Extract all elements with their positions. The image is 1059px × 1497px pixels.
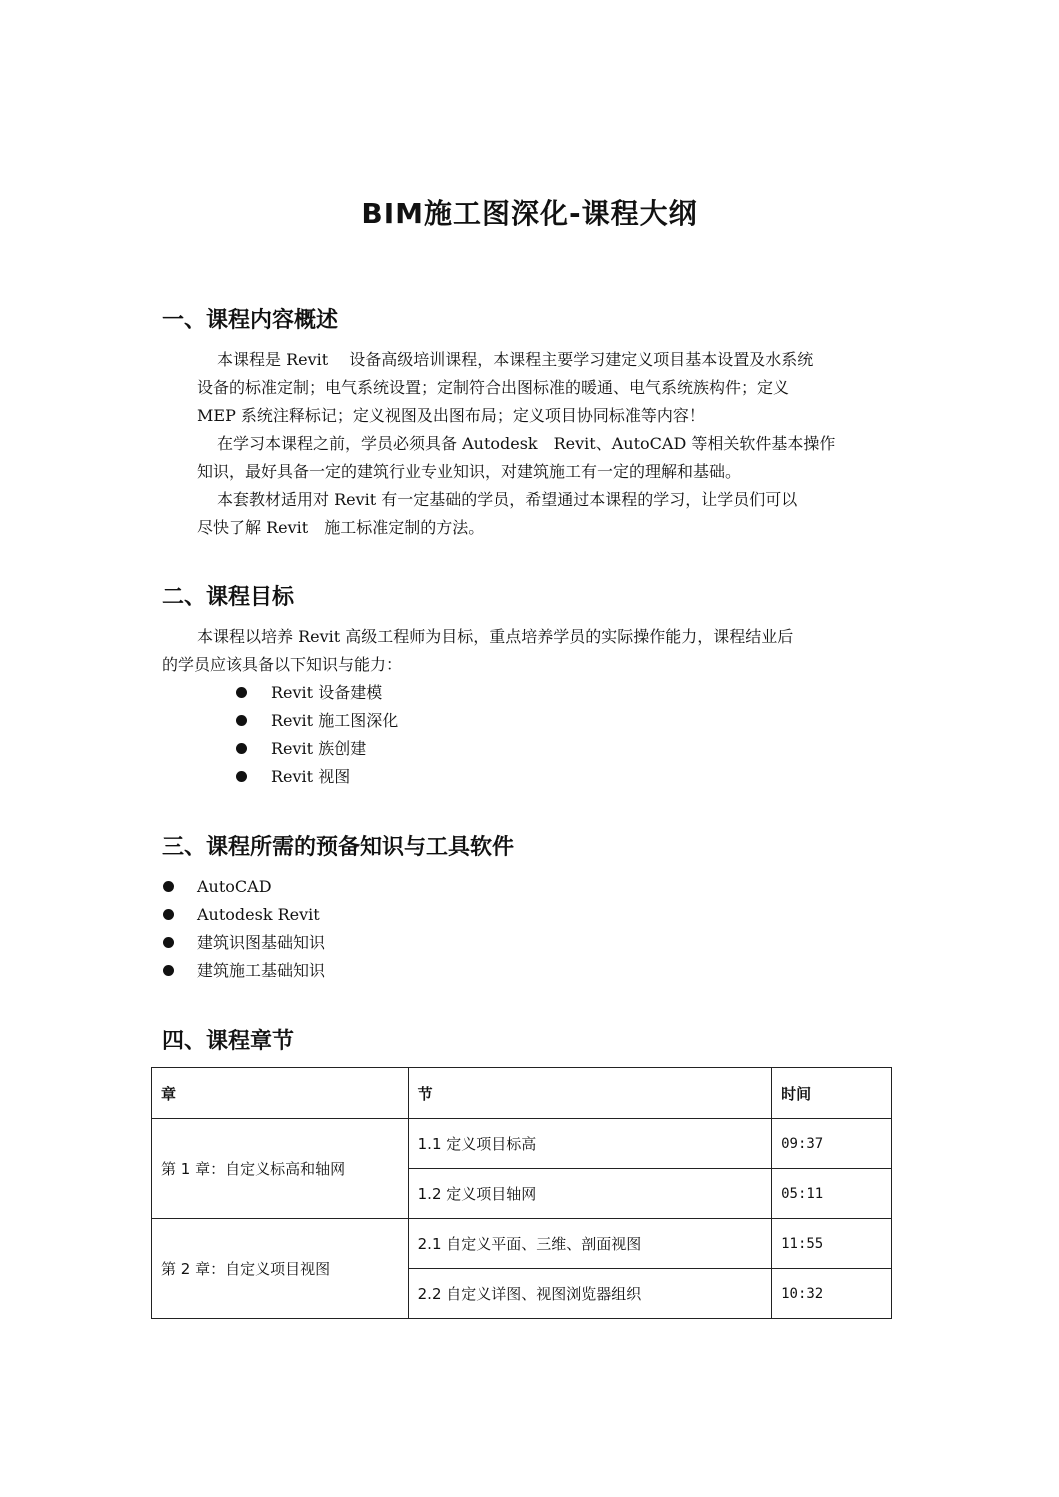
section-heading-chapters: 四、课程章节	[162, 1029, 295, 1054]
chapters-table	[151, 1067, 892, 1319]
chapter-cell: 第 1 章：自定义标高和轴网	[152, 1119, 409, 1219]
time-cell: 11:55	[772, 1219, 892, 1269]
bullet-icon	[236, 715, 247, 726]
table-row	[152, 1119, 892, 1169]
goals-line: 的学员应该具备以下知识与能力：	[162, 655, 403, 674]
list-item: 建筑施工基础知识	[163, 957, 325, 985]
overview-line: 在学习本课程之前，学员必须具备 Autodesk Revit、AutoCAD 等相关软件基本操作	[217, 434, 836, 453]
section-heading-overview: 一、课程内容概述	[162, 308, 339, 333]
column-header-time: 时间	[772, 1068, 892, 1119]
overview-line: 本套教材适用对 Revit 有一定基础的学员，希望通过本课程的学习，让学员们可以	[217, 490, 798, 509]
time-cell: 05:11	[772, 1169, 892, 1219]
column-header-chapter: 章	[152, 1068, 409, 1119]
overview-line: 知识，最好具备一定的建筑行业专业知识，对建筑施工有一定的理解和基础。	[197, 462, 742, 481]
section-heading-goals: 二、课程目标	[162, 585, 295, 610]
list-item: AutoCAD	[163, 873, 325, 901]
bullet-icon	[163, 909, 174, 920]
table-row	[152, 1219, 892, 1269]
section-cell: 1.2 定义项目轴网	[408, 1169, 771, 1219]
chapter-cell: 第 2 章：自定义项目视图	[152, 1219, 409, 1319]
time-cell: 10:32	[772, 1269, 892, 1319]
document-title: BIM施工图深化-课程大纲	[361, 197, 698, 230]
overview-line: MEP 系统注释标记；定义视图及出图布局；定义项目协同标准等内容！	[197, 406, 705, 425]
table-header-row	[152, 1068, 892, 1119]
list-item: Revit 施工图深化	[236, 707, 398, 735]
list-item: 建筑识图基础知识	[163, 929, 325, 957]
bullet-icon	[163, 937, 174, 948]
overview-line: 设备的标准定制；电气系统设置；定制符合出图标准的暖通、电气系统族构件；定义	[197, 378, 790, 397]
list-item: Revit 设备建模	[236, 679, 398, 707]
time-cell: 09:37	[772, 1119, 892, 1169]
section-cell: 2.1 自定义平面、三维、剖面视图	[408, 1219, 771, 1269]
section-heading-prerequisites: 三、课程所需的预备知识与工具软件	[162, 835, 515, 860]
bullet-icon	[163, 965, 174, 976]
overview-line: 本课程是 Revit 设备高级培训课程，本课程主要学习建定义项目基本设置及水系统	[217, 350, 814, 369]
goals-line: 本课程以培养 Revit 高级工程师为目标，重点培养学员的实际操作能力，课程结业后	[197, 627, 794, 646]
section-cell: 2.2 自定义详图、视图浏览器组织	[408, 1269, 771, 1319]
column-header-section: 节	[408, 1068, 771, 1119]
list-item: Revit 视图	[236, 763, 398, 791]
overview-line: 尽快了解 Revit 施工标准定制的方法。	[197, 518, 485, 537]
goals-list	[236, 679, 398, 791]
section-cell: 1.1 定义项目标高	[408, 1119, 771, 1169]
bullet-icon	[163, 881, 174, 892]
bullet-icon	[236, 687, 247, 698]
list-item: Revit 族创建	[236, 735, 398, 763]
bullet-icon	[236, 771, 247, 782]
list-item: Autodesk Revit	[163, 901, 325, 929]
bullet-icon	[236, 743, 247, 754]
prerequisites-list	[163, 873, 325, 985]
